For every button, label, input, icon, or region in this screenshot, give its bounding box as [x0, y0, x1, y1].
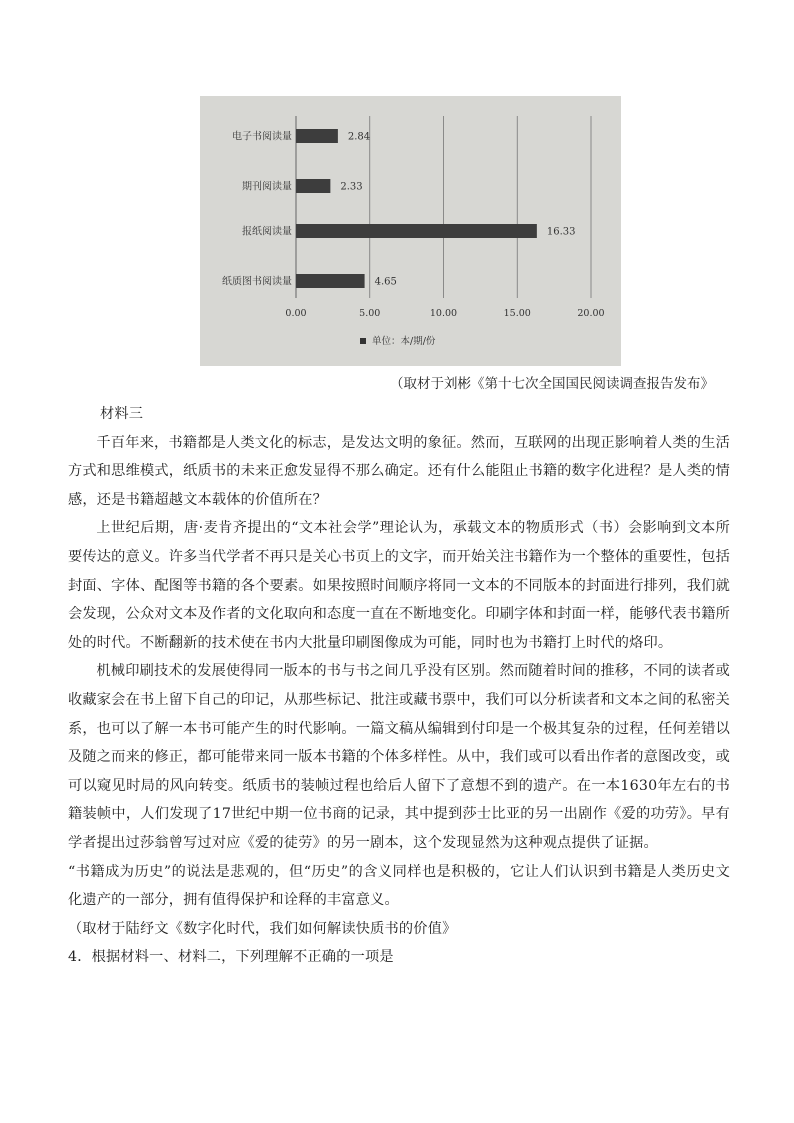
bar-chart-svg — [200, 96, 621, 366]
paragraph-1: 千百年来，书籍都是人类文化的标志，是发达文明的象征。然而，互联网的出现正影响着人类的生活方式和思维模式，纸质书的未来正愈发显得不那么确定。还有什么能阻止书籍的数字化进程？是人类的情感，还是书籍超越文本载体的价值所在？ — [68, 434, 730, 508]
material-label: 材料三 — [100, 406, 144, 422]
x-tick-label: 20.00 — [577, 308, 605, 319]
legend-label: 单位：本/期/份 — [372, 336, 436, 347]
data-label: 2.84 — [347, 131, 371, 143]
article-body — [68, 400, 730, 972]
category-label: 纸质图书阅读量 — [222, 276, 292, 288]
category-label: 报纸阅读量 — [242, 226, 292, 238]
data-label: 4.65 — [374, 276, 397, 288]
paragraph-4: “书籍成为历史”的说法是悲观的，但“历史”的含义同样也是积极的，它让人们认识到书籍是人类历史文化遗产的一部分，拥有值得保护和诠释的丰富意义。 — [68, 863, 730, 909]
paragraph-2: 上世纪后期，唐·麦肯齐提出的“文本社会学”理论认为，承载文本的物质形式（书）会影响到文本所要传达的意义。许多当代学者不再只是关心书页上的文字，而开始关注书籍作为一个整体的重要性，包括封面、字体、配图等书籍的各个要素。如果按照时间顺序将同一文本的不同版本的封面进行排列，我们就会发现，公众对文本及作者的文化取向和态度一直在不断地变化。印刷字体和封面一样，能够代表书籍所处的时代。不断翻新的技术使在书内大批量印刷图像成为可能，同时也为书籍打上时代的烙印。 — [68, 520, 730, 651]
article-source-caption: （取材于陆纾文《数字化时代，我们如何解读快质书的价值》 — [68, 920, 457, 937]
chart-source-caption: （取材于刘彬《第十七次全国国民阅读调查报告发布》 — [390, 376, 714, 392]
bar — [296, 274, 365, 288]
category-label: 期刊阅读量 — [242, 181, 292, 193]
bar — [296, 179, 330, 193]
paragraph-3: 机械印刷技术的发展使得同一版本的书与书之间几乎没有区别。然而随着时间的推移，不同的读者或收藏家会在书上留下自己的印记，从那些标记、批注或藏书票中，我们可以分析读者和文本之间的私密关系，也可以了解一本书可能产生的时代影响。一篇文稿从编辑到付印是一个极其复杂的过程，任何差错以及随之而来的修正，都可能带来同一版本书籍的个体多样性。从中，我们或可以看出作者的意图改变，或可以窥见时局的风向转变。纸质书的装帧过程也给后人留下了意想不到的遗产。在一本1630年左右的书籍装帧中，人们发现了17世纪中期一位书商的记录，其中提到莎士比亚的另一出剧作《爱的功劳》。早有学者提出过莎翁曾写过对应《爱的徒劳》的另一剧本，这个发现显然为这种观点提供了证据。 — [68, 663, 730, 851]
question-4: 4．根据材料一、材料二，下列理解不正确的一项是 — [68, 949, 394, 966]
x-tick-label: 10.00 — [429, 308, 458, 319]
x-tick-label: 15.00 — [503, 308, 531, 319]
data-label: 16.33 — [546, 226, 576, 238]
data-label: 2.33 — [340, 181, 363, 193]
legend-swatch — [360, 338, 366, 344]
bar — [296, 129, 338, 143]
bar — [296, 224, 537, 238]
x-tick-label: 0.00 — [285, 308, 307, 319]
x-tick-label: 5.00 — [359, 308, 381, 319]
reading-volume-chart — [200, 96, 621, 366]
category-label: 电子书阅读量 — [232, 131, 292, 143]
